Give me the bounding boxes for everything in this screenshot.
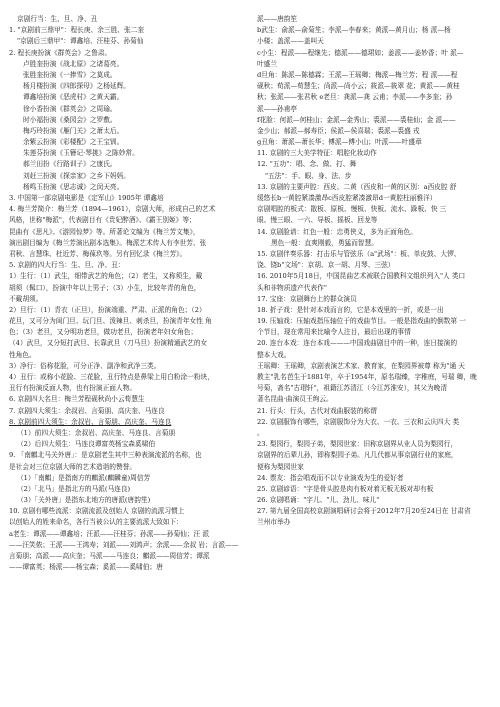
right-text-line: 缓悠长b一黄腔紧凑激昂c西皮腔紧凑激昂d一黄腔柱丽雅洋） [257,194,437,202]
left-text-line: 梅巧玲扮演《雁门关》之萧太后。 [23,126,124,135]
right-text-line: 个节目，现在常用来比喻令人注目，最后出现的事情 [257,328,411,337]
right-text-line: 21. 行头：行头，古代对戏曲服装的称谓 [257,406,377,415]
right-text-line: 12. "五功"：唱、念、做、打、舞 [257,160,357,169]
left-text-line: 郝兰田扮《行路训子》之康氏。 [23,160,117,169]
right-text-line: b武生：俞派—俞菊笙；李派—李春来；黄派—黄月山；杨 派—杨 [257,26,451,35]
left-text-line: 性角色。 [9,350,36,359]
left-text-line: （1）「南麒」是指南方的麒派(麒麟童)周信芳 [17,473,151,482]
right-text-line: 18. 折子戏：是针对本戏而言的，它是本戏里的一折，或是一出 [257,305,444,314]
left-text-line: 是社会对三位京剧大师的艺术造诣的赞誉。 [9,462,137,471]
right-text-line: 11. 京剧的三大美学特征：唱腔化妆动作 [257,149,377,158]
left-text-line: ——谭富英；杨派——杨宝森；奚派——奚啸伯；唐 [9,563,163,572]
right-text-line: c小生：程派——程继先；德派——德珺如；姜派——姜妙香；叶 派— [257,48,464,57]
left-text-line: 朱莲芬扮演《玉簪记·琴挑》之陈妙常。 [23,149,139,158]
right-text-line: 眼、慢三眼、一六、导板、摇板、回龙等 [257,216,378,225]
right-text-line: 叶盛兰 [257,59,278,68]
left-text-line: 胡须（髯口），扮演中年以上男子；（3）小生，比较年青的角色， [9,283,201,292]
right-column [257,14,489,529]
right-text-line: 小楼；盖派——盖叫天 [257,37,324,46]
left-text-line: 不戴胡须。 [9,294,43,303]
right-text-line: g丑角：萧派—萧长华；傅派—傅小山；叶派——叶盛章 [257,138,422,147]
right-text-line: d旦角：陈派—陈德霖；王派—王瑶卿；梅派—梅兰芳；程 派——程 [257,70,458,79]
right-text-line: 饶、铙b"文场"：京胡、京一胡、月琴、三弦） [257,261,395,270]
left-text-line: 4. 梅兰芳简介：梅兰芳（1894—1961），京剧大师，形成自己的艺术 [9,205,216,214]
left-text-line: 8. 京剧前四大须生：余叔岩、言菊朋、高庆奎、马连良 [9,417,172,426]
left-text-line: 风格，世称"梅派"，代表剧目有《贵妃醉酒》、《霸王别姬》等； [9,216,196,225]
right-text-line: 16. 2010年5月18日，中国昆曲艺术被联合国教科文组织列入"人 类口 [257,272,466,281]
left-text-line: （2）后四大须生：马连良谭富英杨宝森奚啸伯 [17,440,156,449]
right-text-line: 15. 京剧伴奏乐器：打击乐与管弦乐（a"武场"：板、单皮鼓、大锣、 [257,249,461,258]
left-text-line: 10. 京剧有哪些流派：京剧流派及创始人 京剧的流派习惯上 [9,507,185,516]
left-text-line: 7. 京剧四大须生：余叔岩、言菊朋、高庆奎、马连良 [9,406,165,415]
left-text-line: 杨鸣玉扮演《思志诚》之闵天亮。 [23,182,124,191]
right-text-line: 22. 京剧服饰有哪些，京剧服饰分为大衣、一衣、三衣和云庆四大 类 [257,417,460,426]
left-text-line: 君秋、言慧珠、杜近芳、梅葆玖等。另有回忆录《梅兰芳》。 [9,249,187,258]
left-text-line: 6. 京剧四大名旦：梅兰芳程砚秋尚小云荀慧生 [9,395,145,404]
right-text-line: 号菊，斋名"古瑁轩"，祖籍江苏清江（今江苏淮安），其父为晚清 [257,384,448,393]
left-text-line: 1）生行：（1）武生，细带武艺的角色；（2）老生，又称须生，戴 [9,272,203,281]
right-text-line: 13. 京剧的主要声腔：西皮、二黄（西皮和一黄的区别：a西皮腔 舒 [257,182,457,191]
right-text-line: 砚秋；荀派—荀慧生；尚派—尚小云；筱派—筱翠 花；黄派——黄桂 [257,82,460,91]
right-text-line: 25. 京剧谚语："字是骨头腔是肉有板对着无板无板对却有板 [257,484,434,493]
right-text-line: 京剧界的后辈儿孙，即称梨园子弟。凡几代都从事京剧行业的家庭， [257,451,458,460]
left-text-line: （3）「关外唐」是指东北地方的唐派(唐韵笙) [17,496,151,505]
left-text-line: （1）前四大须生：余叔岩、高庆奎、马连良、言菊朋 [17,428,176,437]
left-text-line: 演出剧目编为《梅兰芳演出剧本选集》。梅派艺术传人有李世芳、张 [9,238,207,247]
left-text-line: 杨月楼扮演《四郎探母》之杨延辉。 [23,82,130,91]
right-text-line: 17. 宝座：京剧舞台上的群众演员 [257,294,357,303]
left-text-line: 徐小香扮演《群英会》之周瑜。 [23,104,117,113]
right-text-line: 著名昆曲·曲演员王绚云。 [257,395,333,404]
left-text-line: （2）「北马」是指北方的马派(马连良) [17,484,131,493]
left-text-line: 余紫云扮演《彩楼配》之王宝钏。 [23,138,124,147]
right-text-line: 便称为梨园世家 [257,462,304,471]
left-text-line: 3. 中国第一部京剧电影是《定军山》1905年 谭鑫培 [9,194,164,202]
left-text-line: ——汪笑侬；王派——王鸿寿；刘派——刘鸿声；余派——余叔 岩；言派—— [9,540,239,549]
left-text-line: 言菊朋；高派——高庆奎；马派——马连良；麒派——周信芳；谭派 [9,552,210,560]
right-text-line: f花脸：何派—何桂山；金派—金秀山；裘派——裘桂仙；金 派—— [257,115,456,124]
left-text-line: 丑行有扮演反面人物，也有扮演正面人物。 [9,384,137,393]
left-text-line: 3）净行：俗称花脸，可分正净、副净和武净三类。 [9,361,161,370]
left-text-line: 2）旦行：（1）青衣（正旦），扮演端重、严肃、正派的角色；（2） [9,305,206,314]
left-text-line: 色；（3）老旦，又分明功老旦，做功老旦，扮演老年妇女角色； [9,328,198,337]
left-text-line: 以创始人的姓来命名，各行当被公认的主要流派大致如下： [9,518,183,527]
left-column [9,14,241,573]
right-text-line: 14. 京剧脸谱：红色一般：忠勇侠义，多为正面角色。 [257,227,417,236]
left-text-line: 卢胜奎扮演《战北原》之诸葛亮。 [23,59,124,68]
right-text-line: 派——孙甫亭 [257,104,298,113]
right-text-line: 兰州市举办 [257,518,291,527]
right-text-line: 头和非物质遗产代表作" [257,283,327,292]
right-text-line: 26. 京剧唱诵："字儿、"儿、劲儿、味儿" [257,496,380,505]
left-text-line: 花旦，又可分为闺门旦、玩门旦、泼辣旦、刺杀旦，扮演青年女性 角 [9,317,212,326]
left-text-line: 5. 京剧的四大行当：生、旦、净、丑： [9,261,125,270]
right-text-line: 。 [257,428,264,437]
left-text-line: 2. 程长庚扮演《群英会》之鲁肃。 [9,48,112,57]
right-text-line: 23. 梨园行，梨园子弟，梨园世家：旧称京剧界从业人员为梨园行， [257,440,458,449]
left-text-line: a老生：谭派——谭鑫培；汪派——汪桂芬；孙派——孙菊仙；汪 派 [9,529,210,538]
left-text-line: （4）武旦，又分短打武旦、长靠武旦（刀马旦）扮演精通武艺的女 [9,339,208,348]
left-text-line: 1. "京剧前三鼎甲"：程长庚、余三胜、张二奎 [9,26,145,35]
left-text-line: 9. 「南麒北马关外唐」：是京剧老生其中三种表演流派的名称，也 [9,451,202,460]
right-text-line: 金少山；郝派—郝寿臣；侯派—侯喜瑞；裘派—裘盛 戎 [257,126,420,135]
left-text-line: 时小福扮演《桑园会》之罗敷。 [23,115,117,124]
right-text-line: 整本大戏。 [257,350,291,359]
left-text-line: 张胜奎扮演《一捧雪》之莫成。 [23,70,117,79]
left-text-line: 4）丑行：或称小花脸、三花脸，丑行特点是鼻梁上用白粉涂一粉块， [9,373,214,381]
left-text-line: 京剧行当：生、旦、净、丑 [17,15,98,23]
right-text-line: 京剧唱腔的板式：散板、原板、慢板、快板、流水、跺板、快 三 [257,205,447,214]
right-text-line: 教主"乳名芭生于1881年，卒于1954年，原名瑞臻，字稚庭，号瑞 卿，晚 [257,373,477,381]
left-text-line: "京剧后三鼎甲"：谭鑫培、汪桂芬、孙菊仙 [17,37,144,46]
right-text-line: 黑色一般：直爽刚毅，勇猛而智慧。 [271,238,378,247]
right-text-line: "五法"：手、眼、身、法、步 [265,171,352,180]
right-text-line: 24. 票友：指会唱戏而不以专业演戏为生的爱好者 [257,473,404,482]
left-text-line: 刘赶三扮演《探亲家》之乡下妈妈。 [23,171,130,180]
right-text-line: 20. 连台本戏：连台本戏———中国戏曲剧目中的一种，连日接演的 [257,339,458,348]
right-text-line: 27. 第九届全国高校京剧演唱研讨会将于2012年7月20至24日在 甘肃省 [257,507,471,516]
left-text-line: 谭鑫培扮演《恶虎村》之黄天霸。 [23,93,124,102]
right-text-line: 秋；张派——张君秋 e老旦：龚派—龚 云甫；李派——李多奎；孙 [257,93,453,102]
right-text-line: 王瑶卿：王瑶卿，京剧表演艺术家、教育家，在梨园界被尊 称为"通 天 [257,361,465,370]
left-text-line: 昆曲有《思凡》、《游园惊梦》等。所著论文编为《梅兰芳文集》， [9,227,200,236]
right-text-line: 派——唐韵笙 [257,15,298,23]
right-text-line: 19. 压轴戏：压轴戏指压轴位于的戏曲节目。一般是指戏曲的倒数第 一 [257,317,466,326]
